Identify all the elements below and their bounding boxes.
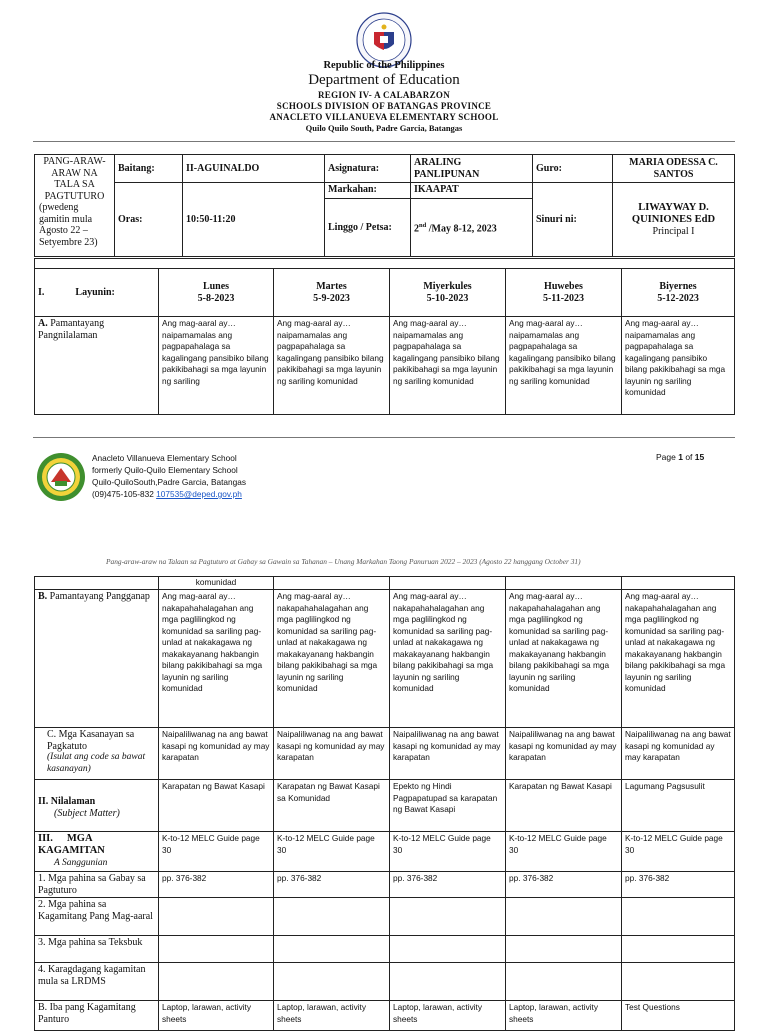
address-heading: Quilo Quilo South, Padre Garcia, Batangas xyxy=(305,123,463,133)
row-gabay-cell: pp. 376-382 xyxy=(159,872,274,898)
linggo-value: 2nd /May 8-12, 2023 xyxy=(411,199,533,257)
row-gabay-label: 1. Mga pahina sa Gabay sa Pagtuturo xyxy=(35,872,159,898)
row-iba-cell: Laptop, larawan, activity sheets xyxy=(159,1001,274,1031)
running-header: Pang-araw-araw na Talaan sa Pagtuturo at Gabay sa Gawain sa Tahanan – Unang Markahan Taong Panuruan 2022 – 2023 (Agosto 22 hanggang October 31) xyxy=(106,557,581,566)
row-a-cell: Ang mag-aaral ay… naipamamalas ang pagpapahalaga sa kagalingang pansibiko bilang pakikibahagi sa mga layunin ng sariling komunidad xyxy=(622,317,735,415)
row-b-cell: Ang mag-aaral ay… nakapahahalagahan ang mga paglilingkod ng komunidad sa sariling pag- unlad at nakakagawa ng makakayanang hakbangin bilang pakikibahagi sa mga layunin ng sariling komunidad xyxy=(506,590,622,728)
sinuri-name: LIWAYWAY D. QUINIONES EdD xyxy=(631,201,716,225)
department-heading: Department of Education xyxy=(308,72,460,88)
footer-formerly: formerly Quilo-Quilo Elementary School xyxy=(92,465,238,475)
row-kagamitang-cell xyxy=(506,898,622,936)
row-kagamitan-label: III. MGA KAGAMITAN A Sanggunian xyxy=(35,832,159,872)
row-c-cell: Naipaliliwanag na ang bawat kasapi ng komunidad ay may karapatan xyxy=(390,728,506,780)
spacer-row xyxy=(35,259,735,269)
school-heading: ANACLETO VILLANUEVA ELEMENTARY SCHOOL xyxy=(269,112,499,122)
layunin-num: I. xyxy=(38,287,45,298)
row-iba-cell: Laptop, larawan, activity sheets xyxy=(390,1001,506,1031)
row-kagamitang-cell xyxy=(159,898,274,936)
row-gabay-cell: pp. 376-382 xyxy=(274,872,390,898)
lesson-table xyxy=(34,576,735,1031)
guro-label: Guro: xyxy=(533,155,613,183)
carry-over-text: komunidad xyxy=(159,577,274,590)
footer-email-link[interactable]: 107535@deped.gov.ph xyxy=(156,489,242,499)
row-c-label: C. Mga Kasanayan sa Pagkatuto (Isulat ang code sa bawat kasanayan) xyxy=(35,728,159,780)
row-b-label: B. Pamantayang Pangganap xyxy=(35,590,159,728)
row-karagdagang-cell xyxy=(390,963,506,1001)
day-header-miyerkules: Miyerkules 5-10-2023 xyxy=(390,269,506,317)
baitang-value: II-AGUINALDO xyxy=(183,155,325,183)
row-karagdagang-label: 4. Karagdagang kagamitan mula sa LRDMS xyxy=(35,963,159,1001)
row-nilalaman-cell: Karapatan ng Bawat Kasapi xyxy=(506,780,622,832)
row-c-cell: Naipaliliwanag na ang bawat kasapi ng komunidad ay may karapatan xyxy=(159,728,274,780)
row-b-cell: Ang mag-aaral ay… nakapahahalagahan ang mga paglilingkod ng komunidad sa sariling pag- unlad at nakakagawa ng makakayanang hakbangin bilang pakikibahagi sa mga layunin ng sariling komunidad xyxy=(274,590,390,728)
footer-address: Quilo-QuiloSouth,Padre Garcia, Batangas xyxy=(92,477,247,487)
day-header-huwebes: Huwebes 5-11-2023 xyxy=(506,269,622,317)
row-teksbuk-cell xyxy=(274,936,390,963)
layunin-cell xyxy=(35,269,159,317)
row-a-cell: Ang mag-aaral ay… naipamamalas ang pagpapahalaga sa kagalingang pansibiko bilang pakikibahagi sa mga layunin ng sariling komunidad xyxy=(390,317,506,415)
footer-phone: (09)475-105-832 xyxy=(92,489,157,499)
row-kagamitang-cell xyxy=(274,898,390,936)
region-heading: REGION IV- A CALABARZON xyxy=(318,90,450,100)
row-kagamitan-cell: K-to-12 MELC Guide page 30 xyxy=(390,832,506,872)
guro-value: MARIA ODESSA C. SANTOS xyxy=(613,155,735,183)
row-teksbuk-cell xyxy=(506,936,622,963)
page-number: Page 1 of 15 xyxy=(656,452,705,462)
baitang-label: Baitang: xyxy=(115,155,183,183)
doc-title-cell xyxy=(35,155,115,257)
row-b-cell: Ang mag-aaral ay… nakapahahalagahan ang mga paglilingkod ng komunidad sa sariling pag- unlad at nakakagawa ng makakayanang hakbangin bilang pakikibahagi sa mga layunin ng sariling komunidad xyxy=(622,590,735,728)
row-a-cell: Ang mag-aaral ay… naipamamalas ang pagpapahalaga sa kagalingang pansibiko bilang pakikibahagi sa mga layunin ng sariling xyxy=(159,317,274,415)
layunin-label: Layunin: xyxy=(75,287,115,298)
sinuri-label: Sinuri ni: xyxy=(533,183,613,257)
markahan-value: IKAAPAT xyxy=(411,183,533,199)
footer-school: Anacleto Villanueva Elementary School xyxy=(92,453,237,463)
header-divider xyxy=(33,141,735,142)
row-iba-cell: Laptop, larawan, activity sheets xyxy=(506,1001,622,1031)
row-a-cell: Ang mag-aaral ay… naipamamalas ang pagpapahalaga sa kagalingang pansibiko bilang pakikibahagi sa mga layunin ng sariling komunidad xyxy=(274,317,390,415)
row-kagamitang-cell xyxy=(390,898,506,936)
row-kagamitan-cell: K-to-12 MELC Guide page 30 xyxy=(622,832,735,872)
row-nilalaman-cell: Lagumang Pagsusulit xyxy=(622,780,735,832)
row-iba-label: B. Iba pang Kagamitang Panturo xyxy=(35,1001,159,1031)
row-teksbuk-cell xyxy=(159,936,274,963)
info-table xyxy=(34,154,735,257)
day-header-lunes: Lunes 5-8-2023 xyxy=(159,269,274,317)
school-logo-icon xyxy=(36,452,86,502)
sinuri-title: Principal I xyxy=(652,225,695,237)
markahan-label: Markahan: xyxy=(325,183,411,199)
doc-note: (pwedeng gamitin mula Agosto 22 – Setyembre 23) xyxy=(39,202,98,248)
sinuri-cell xyxy=(613,183,735,257)
row-iba-cell: Laptop, larawan, activity sheets xyxy=(274,1001,390,1031)
row-b-cell: Ang mag-aaral ay… nakapahahalagahan ang mga paglilingkod ng komunidad sa sariling pag- unlad at nakakagawa ng makakayanang hakbangin bilang pakikibahagi sa mga layunin ng sariling komunidad xyxy=(390,590,506,728)
row-c-cell: Naipaliliwanag na ang bawat kasapi ng komunidad ay may karapatan xyxy=(506,728,622,780)
row-teksbuk-cell xyxy=(390,936,506,963)
row-nilalaman-cell: Karapatan ng Bawat Kasapi sa Komunidad xyxy=(274,780,390,832)
linggo-label: Linggo / Petsa: xyxy=(325,199,411,257)
oras-label: Oras: xyxy=(115,183,183,257)
asignatura-value: ARALING PANLIPUNAN xyxy=(411,155,533,183)
row-kagamitan-cell: K-to-12 MELC Guide page 30 xyxy=(506,832,622,872)
row-teksbuk-cell xyxy=(622,936,735,963)
row-iba-cell: Test Questions xyxy=(622,1001,735,1031)
row-kagamitang-label: 2. Mga pahina sa Kagamitang Pang Mag-aaral xyxy=(35,898,159,936)
row-karagdagang-cell xyxy=(622,963,735,1001)
row-teksbuk-label: 3. Mga pahina sa Teksbuk xyxy=(35,936,159,963)
day-header-martes: Martes 5-9-2023 xyxy=(274,269,390,317)
row-a-label: A. Pamantayang Pangnilalaman xyxy=(35,317,159,415)
doc-title: PANG-ARAW-ARAW NA TALA SA PAGTUTURO xyxy=(43,156,106,202)
republic-heading: Republic of the Philippines xyxy=(323,60,445,71)
row-a-cell: Ang mag-aaral ay… naipamamalas ang pagpapahalaga sa kagalingang pansibiko bilang pakikibahagi sa mga layunin ng sariling komunidad xyxy=(506,317,622,415)
row-karagdagang-cell xyxy=(506,963,622,1001)
row-nilalaman-cell: Karapatan ng Bawat Kasapi xyxy=(159,780,274,832)
row-b-cell: Ang mag-aaral ay… nakapahahalagahan ang mga paglilingkod ng komunidad sa sariling pag- unlad at nakakagawa ng makakayanang hakbangin bilang pakikibahagi sa mga layunin ng sariling komunidad xyxy=(159,590,274,728)
row-kagamitan-cell: K-to-12 MELC Guide page 30 xyxy=(274,832,390,872)
division-heading: SCHOOLS DIVISION OF BATANGAS PROVINCE xyxy=(276,101,492,111)
row-kagamitan-cell: K-to-12 MELC Guide page 30 xyxy=(159,832,274,872)
row-c-cell: Naipaliliwanag na ang bawat kasapi ng komunidad ay may karapatan xyxy=(274,728,390,780)
row-nilalaman-label: II. Nilalaman (Subject Matter) xyxy=(35,780,159,832)
row-karagdagang-cell xyxy=(159,963,274,1001)
day-header-biyernes: Biyernes 5-12-2023 xyxy=(622,269,735,317)
row-c-cell: Naipaliliwanag na ang bawat kasapi ng komunidad ay may karapatan xyxy=(622,728,735,780)
footer-divider xyxy=(33,437,735,438)
row-gabay-cell: pp. 376-382 xyxy=(390,872,506,898)
asignatura-label: Asignatura: xyxy=(325,155,411,183)
row-karagdagang-cell xyxy=(274,963,390,1001)
footer-contact xyxy=(92,489,242,499)
row-kagamitang-cell xyxy=(622,898,735,936)
row-nilalaman-cell: Epekto ng Hindi Pagpapatupad sa karapatan ng Bawat Kasapi xyxy=(390,780,506,832)
oras-value: 10:50-11:20 xyxy=(183,183,325,257)
row-gabay-cell: pp. 376-382 xyxy=(506,872,622,898)
days-table xyxy=(34,258,735,415)
row-gabay-cell: pp. 376-382 xyxy=(622,872,735,898)
